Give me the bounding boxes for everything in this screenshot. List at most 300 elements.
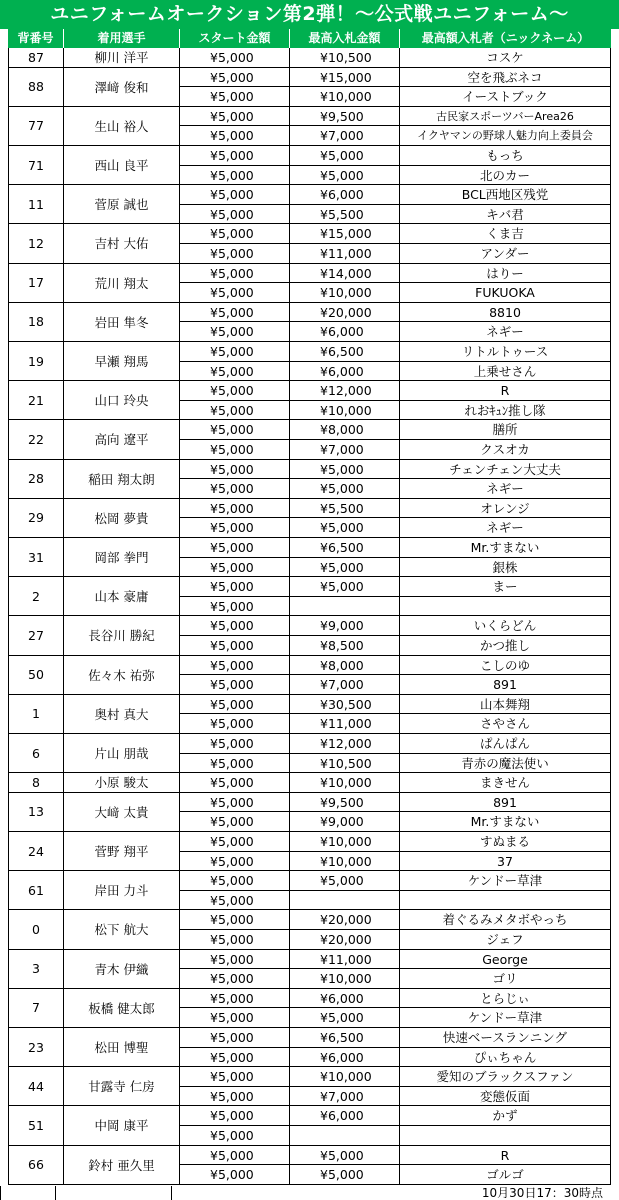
bidder-nickname: 愛知のブラックスファン (400, 1067, 611, 1087)
start-amount: ¥5,000 (180, 1146, 290, 1166)
table-row (180, 244, 611, 264)
bidder-nickname: 37 (400, 852, 611, 872)
player-block (8, 656, 611, 695)
top-bid-amount: ¥11,000 (290, 950, 400, 970)
table-row (180, 969, 611, 989)
table-row (180, 852, 611, 872)
jersey-number: 21 (8, 381, 64, 420)
player-name: 片山 朋哉 (64, 734, 180, 773)
top-bid-amount: ¥10,000 (290, 969, 400, 989)
start-amount: ¥5,000 (180, 910, 290, 930)
table-row (180, 734, 611, 754)
player-block (8, 793, 611, 832)
player-name: 松岡 夢貴 (64, 499, 180, 538)
bidder-nickname: ゴルゴ (400, 1165, 611, 1185)
player-name: 佐々木 祐弥 (64, 656, 180, 695)
table-row (180, 1087, 611, 1107)
table-row (180, 871, 611, 891)
bidder-nickname: さやさん (400, 714, 611, 734)
jersey-number: 17 (8, 264, 64, 303)
bidder-nickname: イーストブック (400, 87, 611, 107)
start-amount: ¥5,000 (180, 107, 290, 127)
table-row (180, 87, 611, 107)
top-bid-amount: ¥20,000 (290, 303, 400, 323)
top-bid-amount: ¥11,000 (290, 714, 400, 734)
table-row (180, 224, 611, 244)
start-amount: ¥5,000 (180, 616, 290, 636)
table-row (180, 989, 611, 1009)
bidder-nickname: 快速ベースランニング (400, 1028, 611, 1048)
player-block (8, 107, 611, 146)
bidder-nickname: 上乗せさん (400, 362, 611, 382)
top-bid-amount: ¥5,000 (290, 871, 400, 891)
bidder-nickname: まきせん (400, 773, 611, 793)
bidder-nickname: アンダー (400, 244, 611, 264)
start-amount: ¥5,000 (180, 793, 290, 813)
table-row (180, 322, 611, 342)
table-row (180, 518, 611, 538)
header-top-bid: 最高入札金額 (290, 29, 400, 48)
bidder-nickname: もっち (400, 146, 611, 166)
top-bid-amount: ¥5,000 (290, 479, 400, 499)
start-amount: ¥5,000 (180, 401, 290, 421)
jersey-number: 28 (8, 460, 64, 499)
start-amount: ¥5,000 (180, 362, 290, 382)
jersey-number: 8 (8, 773, 64, 793)
jersey-number: 24 (8, 832, 64, 871)
bidder-nickname: ゴリ (400, 969, 611, 989)
bidder-nickname: とらじぃ (400, 989, 611, 1009)
top-bid-amount: ¥5,000 (290, 1165, 400, 1185)
top-bid-amount: ¥6,000 (290, 185, 400, 205)
player-block (8, 832, 611, 871)
player-block (8, 303, 611, 342)
bidder-nickname: かず (400, 1106, 611, 1126)
start-amount: ¥5,000 (180, 832, 290, 852)
top-bid-amount: ¥6,000 (290, 1106, 400, 1126)
start-amount: ¥5,000 (180, 283, 290, 303)
timestamp: 10月30日17：30時点 (481, 1186, 603, 1200)
jersey-number: 19 (8, 342, 64, 381)
start-amount: ¥5,000 (180, 87, 290, 107)
bidder-nickname: ネギー (400, 518, 611, 538)
table-header (8, 29, 611, 48)
table-row (180, 107, 611, 127)
start-amount: ¥5,000 (180, 440, 290, 460)
player-block (8, 871, 611, 910)
player-block (8, 48, 611, 68)
table-row (180, 185, 611, 205)
start-amount: ¥5,000 (180, 322, 290, 342)
player-name: 山本 豪庸 (64, 577, 180, 616)
top-bid-amount: ¥5,000 (290, 1008, 400, 1028)
jersey-number: 61 (8, 871, 64, 910)
start-amount: ¥5,000 (180, 675, 290, 695)
bidder-nickname: 青赤の魔法使い (400, 754, 611, 774)
bidder-nickname: オレンジ (400, 499, 611, 519)
bidder-nickname: 891 (400, 675, 611, 695)
top-bid-amount: ¥5,000 (290, 518, 400, 538)
table-row (180, 166, 611, 186)
jersey-number: 50 (8, 656, 64, 695)
start-amount: ¥5,000 (180, 989, 290, 1009)
table-row (180, 1165, 611, 1185)
header-player: 着用選手 (64, 29, 180, 48)
bidder-nickname: 銀株 (400, 558, 611, 578)
bidder-nickname: 山本舞翔 (400, 695, 611, 715)
top-bid-amount: ¥5,000 (290, 558, 400, 578)
table-row (180, 126, 611, 146)
table-row (180, 1067, 611, 1087)
start-amount: ¥5,000 (180, 48, 290, 68)
player-block (8, 420, 611, 459)
top-bid-amount: ¥9,500 (290, 793, 400, 813)
bidder-nickname: Mr.すまない (400, 812, 611, 832)
player-name: 松下 航大 (64, 910, 180, 949)
table-row (180, 597, 611, 617)
player-block (8, 910, 611, 949)
player-name: 柳川 洋平 (64, 48, 180, 68)
player-name: 鈴村 亜久里 (64, 1146, 180, 1185)
table-row (180, 930, 611, 950)
top-bid-amount: ¥20,000 (290, 930, 400, 950)
table-row (180, 401, 611, 421)
top-bid-amount: ¥7,000 (290, 126, 400, 146)
start-amount: ¥5,000 (180, 636, 290, 656)
page-title: ユニフォームオークション第2弾！～公式戦ユニフォーム～ (0, 0, 619, 29)
bidder-nickname: ジェフ (400, 930, 611, 950)
jersey-number: 3 (8, 950, 64, 989)
jersey-number: 29 (8, 499, 64, 538)
top-bid-amount: ¥5,000 (290, 146, 400, 166)
bidder-nickname: イクヤマンの野球人魅力向上委員会 (400, 126, 611, 146)
jersey-number: 11 (8, 185, 64, 224)
jersey-number: 6 (8, 734, 64, 773)
top-bid-amount: ¥8,000 (290, 420, 400, 440)
player-name: 澤﨑 俊和 (64, 68, 180, 107)
start-amount: ¥5,000 (180, 1126, 290, 1146)
top-bid-amount: ¥12,000 (290, 734, 400, 754)
start-amount: ¥5,000 (180, 1067, 290, 1087)
player-block (8, 1067, 611, 1106)
top-bid-amount: ¥11,000 (290, 244, 400, 264)
bidder-nickname: いくらどん (400, 616, 611, 636)
player-name: 中岡 康平 (64, 1106, 180, 1145)
top-bid-amount: ¥14,000 (290, 264, 400, 284)
top-bid-amount: ¥6,000 (290, 989, 400, 1009)
player-block (8, 381, 611, 420)
start-amount: ¥5,000 (180, 1008, 290, 1028)
player-name: 早瀬 翔馬 (64, 342, 180, 381)
top-bid-amount: ¥10,000 (290, 283, 400, 303)
table-row (180, 499, 611, 519)
player-block (8, 68, 611, 107)
table-row (180, 1028, 611, 1048)
top-bid-amount: ¥10,000 (290, 773, 400, 793)
top-bid-amount: ¥10,000 (290, 1067, 400, 1087)
bidder-nickname: くま吉 (400, 224, 611, 244)
jersey-number: 66 (8, 1146, 64, 1185)
start-amount: ¥5,000 (180, 146, 290, 166)
bidder-nickname: ネギー (400, 479, 611, 499)
jersey-number: 31 (8, 538, 64, 577)
player-name: 西山 良平 (64, 146, 180, 185)
top-bid-amount: ¥9,000 (290, 616, 400, 636)
table-row (180, 48, 611, 68)
top-bid-amount: ¥8,000 (290, 656, 400, 676)
jersey-number: 0 (8, 910, 64, 949)
top-bid-amount: ¥10,000 (290, 87, 400, 107)
bidder-nickname: 変態仮面 (400, 1087, 611, 1107)
start-amount: ¥5,000 (180, 1028, 290, 1048)
start-amount: ¥5,000 (180, 68, 290, 88)
player-block (8, 499, 611, 538)
player-name: 吉村 大佑 (64, 224, 180, 263)
table-row (180, 812, 611, 832)
top-bid-amount: ¥10,000 (290, 852, 400, 872)
player-name: 山口 玲央 (64, 381, 180, 420)
start-amount: ¥5,000 (180, 1048, 290, 1068)
table-row (180, 793, 611, 813)
player-name: 小原 駿太 (64, 773, 180, 793)
player-block (8, 342, 611, 381)
table-row (180, 264, 611, 284)
bidder-nickname (400, 597, 611, 617)
table-row (180, 420, 611, 440)
top-bid-amount: ¥7,000 (290, 675, 400, 695)
top-bid-amount: ¥5,000 (290, 577, 400, 597)
top-bid-amount: ¥6,000 (290, 322, 400, 342)
start-amount: ¥5,000 (180, 381, 290, 401)
player-block (8, 224, 611, 263)
start-amount: ¥5,000 (180, 577, 290, 597)
start-amount: ¥5,000 (180, 714, 290, 734)
bidder-nickname: ぱんぱん (400, 734, 611, 754)
header-bidder: 最高額入札者（ニックネーム） (421, 31, 590, 45)
player-block (8, 734, 611, 773)
start-amount: ¥5,000 (180, 1165, 290, 1185)
bidder-nickname: R (400, 381, 611, 401)
player-block (8, 460, 611, 499)
start-amount: ¥5,000 (180, 695, 290, 715)
bidder-nickname: 古民家スポーツバーArea26 (400, 107, 611, 127)
start-amount: ¥5,000 (180, 812, 290, 832)
jersey-number: 2 (8, 577, 64, 616)
bidder-nickname (400, 1126, 611, 1146)
table-row (180, 675, 611, 695)
table-row (180, 577, 611, 597)
bidder-nickname: れおｷｭﾝ推し隊 (400, 401, 611, 421)
table-row (180, 283, 611, 303)
start-amount: ¥5,000 (180, 303, 290, 323)
player-name: 板橋 健太郎 (64, 989, 180, 1028)
start-amount: ¥5,000 (180, 597, 290, 617)
jersey-number: 87 (8, 48, 64, 68)
top-bid-amount: ¥10,000 (290, 401, 400, 421)
top-bid-amount: ¥10,000 (290, 832, 400, 852)
header-start: スタート金額 (180, 29, 290, 48)
bidder-nickname: はりー (400, 264, 611, 284)
table-row (180, 146, 611, 166)
bidder-nickname: FUKUOKA (400, 283, 611, 303)
player-block (8, 538, 611, 577)
top-bid-amount: ¥7,000 (290, 1087, 400, 1107)
top-bid-amount: ¥6,500 (290, 538, 400, 558)
player-name: 菅野 翔平 (64, 832, 180, 871)
start-amount: ¥5,000 (180, 518, 290, 538)
player-block (8, 577, 611, 616)
bidder-nickname: BCL西地区残党 (400, 185, 611, 205)
bidder-nickname: ケンドー草津 (400, 871, 611, 891)
table-row (180, 1008, 611, 1028)
top-bid-amount: ¥10,500 (290, 48, 400, 68)
start-amount: ¥5,000 (180, 891, 290, 911)
player-name: 青木 伊織 (64, 950, 180, 989)
player-name: 稲田 翔太朗 (64, 460, 180, 499)
top-bid-amount: ¥9,000 (290, 812, 400, 832)
bidder-nickname: 891 (400, 793, 611, 813)
top-bid-amount: ¥5,000 (290, 460, 400, 480)
start-amount: ¥5,000 (180, 538, 290, 558)
table-row (180, 362, 611, 382)
table-row (180, 754, 611, 774)
jersey-number: 12 (8, 224, 64, 263)
start-amount: ¥5,000 (180, 558, 290, 578)
jersey-number: 22 (8, 420, 64, 459)
top-bid-amount: ¥6,000 (290, 1048, 400, 1068)
table-row (180, 636, 611, 656)
player-block (8, 989, 611, 1028)
player-name: 大﨑 太貴 (64, 793, 180, 832)
start-amount: ¥5,000 (180, 773, 290, 793)
jersey-number: 7 (8, 989, 64, 1028)
table-row (180, 714, 611, 734)
start-amount: ¥5,000 (180, 479, 290, 499)
table-row (180, 205, 611, 225)
player-block (8, 1028, 611, 1067)
start-amount: ¥5,000 (180, 499, 290, 519)
top-bid-amount: ¥15,000 (290, 68, 400, 88)
player-name: 松田 博聖 (64, 1028, 180, 1067)
table-row (180, 1126, 611, 1146)
jersey-number: 44 (8, 1067, 64, 1106)
start-amount: ¥5,000 (180, 950, 290, 970)
bidder-nickname: クスオカ (400, 440, 611, 460)
start-amount: ¥5,000 (180, 224, 290, 244)
player-name: 甘露寺 仁房 (64, 1067, 180, 1106)
top-bid-amount: ¥8,500 (290, 636, 400, 656)
bidder-nickname: まー (400, 577, 611, 597)
player-block (8, 264, 611, 303)
start-amount: ¥5,000 (180, 166, 290, 186)
top-bid-amount: ¥5,500 (290, 205, 400, 225)
table-row (180, 558, 611, 578)
start-amount: ¥5,000 (180, 871, 290, 891)
top-bid-amount: ¥5,000 (290, 1146, 400, 1166)
bidder-nickname: ぴぃちゃん (400, 1048, 611, 1068)
top-bid-amount: ¥20,000 (290, 910, 400, 930)
player-block (8, 1146, 611, 1185)
start-amount: ¥5,000 (180, 1087, 290, 1107)
table-row (180, 479, 611, 499)
bidder-nickname: 8810 (400, 303, 611, 323)
player-name: 岸田 力斗 (64, 871, 180, 910)
start-amount: ¥5,000 (180, 754, 290, 774)
player-name: 岩田 隼冬 (64, 303, 180, 342)
bidder-nickname: ネギー (400, 322, 611, 342)
top-bid-amount: ¥5,000 (290, 166, 400, 186)
top-bid-amount: ¥6,000 (290, 362, 400, 382)
player-block (8, 146, 611, 185)
player-block (8, 773, 611, 793)
table-row (180, 616, 611, 636)
top-bid-amount: ¥6,500 (290, 1028, 400, 1048)
bidder-nickname: ケンドー草津 (400, 1008, 611, 1028)
table-row (180, 656, 611, 676)
start-amount: ¥5,000 (180, 734, 290, 754)
table-row (180, 773, 611, 793)
jersey-number: 71 (8, 146, 64, 185)
table-row (180, 891, 611, 911)
top-bid-amount (290, 1126, 400, 1146)
start-amount: ¥5,000 (180, 656, 290, 676)
top-bid-amount: ¥12,000 (290, 381, 400, 401)
start-amount: ¥5,000 (180, 205, 290, 225)
bidder-nickname (400, 891, 611, 911)
start-amount: ¥5,000 (180, 185, 290, 205)
jersey-number: 88 (8, 68, 64, 107)
player-name: 菅原 誠也 (64, 185, 180, 224)
top-bid-amount (290, 597, 400, 617)
bidder-nickname: こしのゆ (400, 656, 611, 676)
bidder-nickname: R (400, 1146, 611, 1166)
jersey-number: 1 (8, 695, 64, 734)
start-amount: ¥5,000 (180, 342, 290, 362)
table-row (180, 460, 611, 480)
start-amount: ¥5,000 (180, 852, 290, 872)
top-bid-amount: ¥10,500 (290, 754, 400, 774)
jersey-number: 23 (8, 1028, 64, 1067)
player-block (8, 616, 611, 655)
start-amount: ¥5,000 (180, 264, 290, 284)
bidder-nickname: かつ推し (400, 636, 611, 656)
bidder-nickname: George (400, 950, 611, 970)
player-name: 生山 裕人 (64, 107, 180, 146)
start-amount: ¥5,000 (180, 930, 290, 950)
header-number: 背番号 (8, 29, 64, 48)
top-bid-amount: ¥6,500 (290, 342, 400, 362)
top-bid-amount: ¥30,500 (290, 695, 400, 715)
table-row (180, 381, 611, 401)
bidder-nickname: 膳所 (400, 420, 611, 440)
player-block (8, 185, 611, 224)
top-bid-amount (290, 891, 400, 911)
jersey-number: 18 (8, 303, 64, 342)
table-row (180, 910, 611, 930)
table-footer (0, 1186, 603, 1200)
auction-table (8, 48, 611, 1186)
start-amount: ¥5,000 (180, 244, 290, 264)
table-row (180, 1106, 611, 1126)
table-row (180, 695, 611, 715)
jersey-number: 27 (8, 616, 64, 655)
player-block (8, 1106, 611, 1145)
bidder-nickname: コスケ (400, 48, 611, 68)
table-row (180, 440, 611, 460)
bidder-nickname: リトルトゥース (400, 342, 611, 362)
table-row (180, 303, 611, 323)
bidder-nickname: 空を飛ぶネコ (400, 68, 611, 88)
